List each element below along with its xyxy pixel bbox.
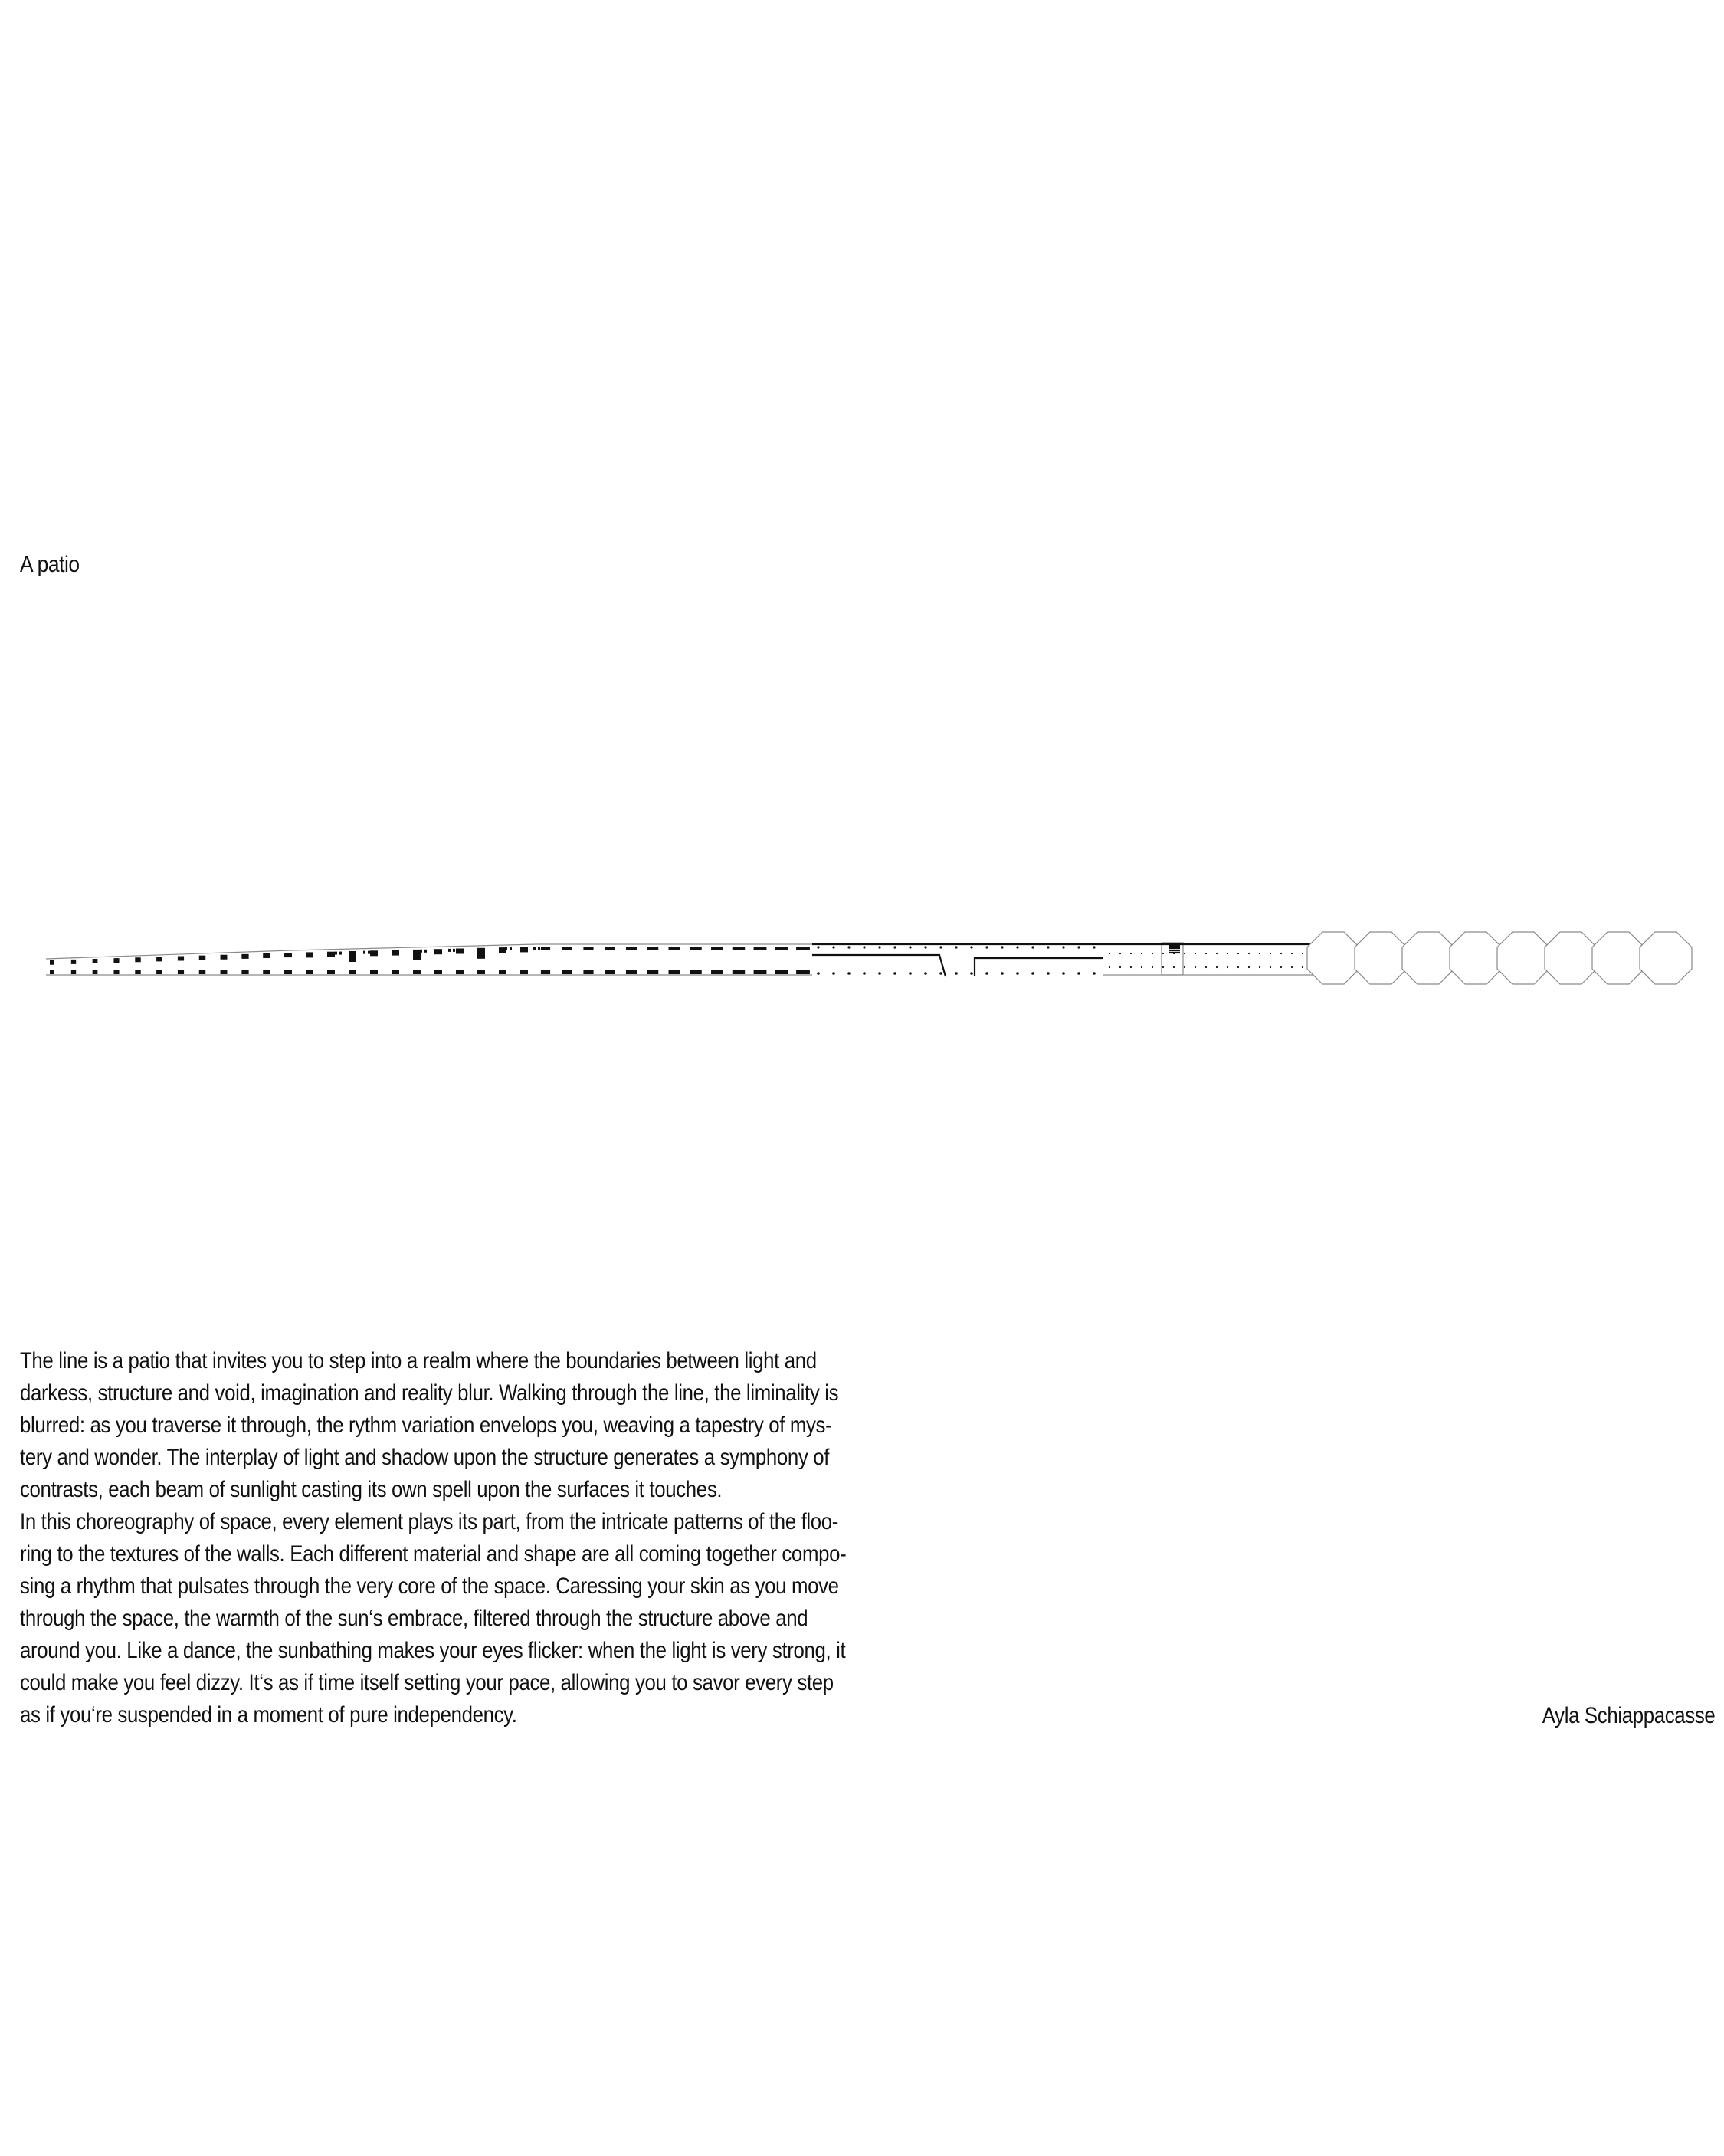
dot-mark [1184,953,1185,954]
column-mark [669,947,680,950]
dot-mark [893,946,896,948]
tick-mark [538,947,540,950]
dot-mark [924,946,926,948]
column-mark [690,947,701,950]
dot-mark [1119,953,1121,954]
octagon-pavilion [1640,932,1692,984]
column-mark [135,957,140,962]
dot-mark [847,946,850,948]
column-mark [520,970,528,974]
column-mark [135,970,140,974]
column-mark [156,957,162,961]
tick-mark [477,948,479,951]
patio-plan-drawing [0,912,1724,1012]
column-mark [626,970,637,974]
column-mark [413,970,421,974]
tick-mark [306,953,309,956]
dot-mark [1227,966,1228,968]
column-mark [711,970,723,974]
column-mark [327,952,335,957]
dot-mark [1195,966,1196,968]
dot-mark [1130,953,1132,954]
column-mark [583,947,593,950]
dot-mark [817,946,819,948]
tick-mark [533,947,536,950]
tick-mark [368,951,370,954]
octagon-pavilion [1592,932,1644,984]
dot-mark [1077,946,1080,948]
page-title: A patio [20,552,80,577]
dot-mark [909,946,911,948]
column-mark [50,960,54,965]
wall-segment [975,958,1103,976]
dot-mark [1047,972,1050,975]
column-mark [775,970,788,974]
dot-mark [1152,953,1153,954]
text-line: contrasts, each beam of sunlight casting its own spell upon the surfaces it touches. [20,1477,723,1502]
column-mark [199,970,206,974]
tick-mark [363,951,365,954]
dot-mark [1216,966,1218,968]
dot-mark [1205,966,1207,968]
dot-mark [1130,966,1132,968]
octagon-pavilion [1355,932,1407,984]
dot-mark [1001,946,1003,948]
text-line: tery and wonder. The interplay of light and shadow upon the structure generates a symphony of [20,1445,830,1470]
dot-mark [1047,946,1049,948]
octagon-pavilion [1545,932,1597,984]
column-mark [733,947,745,950]
tick-mark [392,950,394,953]
dot-mark [939,972,942,975]
author-name: Ayla Schiappacasse [1542,1703,1715,1728]
column-mark [477,970,485,974]
dot-mark [1280,966,1282,968]
column-mark [263,953,270,958]
dot-mark [1077,972,1080,975]
dot-mark [1227,953,1228,954]
dot-mark [1248,953,1250,954]
tick-mark [335,952,337,955]
dot-mark [1291,966,1293,968]
tick-mark [396,950,398,953]
column-mark [647,970,659,974]
dot-mark [1291,953,1293,954]
dot-mark [1031,946,1034,948]
tick-mark [453,949,455,952]
body-text [20,1345,857,1731]
column-mark [113,970,119,974]
dot-mark [1216,953,1218,954]
column-mark [605,947,615,950]
tick-mark [424,950,427,953]
dot-mark [863,972,866,975]
dot-mark [1141,966,1142,968]
dot-mark [1093,972,1096,975]
column-mark [434,970,442,974]
dot-mark [1109,966,1110,968]
dot-mark [1248,966,1250,968]
text-line: The line is a patio that invites you to step into a realm where the boundaries between light and [20,1348,817,1373]
column-mark [583,970,593,974]
column-mark [199,956,206,960]
dot-mark [1302,953,1303,954]
dot-mark [1031,972,1034,975]
column-mark [775,947,788,950]
dot-mark [955,946,957,948]
dot-mark [1152,966,1153,968]
column-mark [93,959,98,963]
column-mark [456,970,464,974]
column-mark [370,950,378,956]
column-mark [456,949,464,954]
column-mark [605,970,615,974]
text-line: around you. Like a dance, the sunbathing makes your eyes flicker: when the light is very strong, it [20,1638,846,1663]
dot-mark [1001,972,1004,975]
dot-mark [1280,953,1282,954]
plan-guide-lines [46,943,1318,975]
octagon-pavilion [1450,932,1502,984]
text-line: blurred: as you traverse it through, the rythm variation envelops you, weaving a tapestry of mys- [20,1413,832,1438]
tick-mark [510,947,512,950]
column-mark [71,970,76,974]
dot-mark [970,972,973,975]
tick-mark [311,953,313,956]
dot-mark [909,972,912,975]
text-line: darkess, structure and void, imagination and reality blur. Walking through the line, the liminality is [20,1380,839,1406]
column-mark [327,970,335,974]
column-mark [349,951,356,962]
dot-mark [1016,946,1018,948]
text-line: In this choreography of space, every element plays its part, from the intricate patterns of the floo- [20,1509,839,1534]
column-mark [221,970,228,974]
text-line: ring to the textures of the walls. Each different material and shape are all coming together compo- [20,1541,847,1567]
column-mark [284,953,292,957]
column-mark [541,970,550,974]
dot-mark [955,972,958,975]
octagon-pavilion [1307,932,1359,984]
plan-walls [812,944,1318,976]
column-mark [647,947,659,950]
column-mark [50,970,54,974]
dot-mark [1184,966,1185,968]
dot-mark [863,946,865,948]
column-mark [241,954,248,959]
dot-mark [939,946,942,948]
dot-mark [1062,946,1064,948]
octagon-pavilion [1402,932,1454,984]
column-mark [93,970,98,974]
column-mark [349,970,356,974]
column-mark [434,949,442,954]
text-line: through the space, the warmth of the sun‘s embrace, filtered through the structure above and [20,1606,808,1631]
column-mark [71,960,76,964]
dot-mark [1016,972,1019,975]
tick-mark [448,949,451,952]
column-mark [520,947,528,952]
dot-mark [878,946,880,948]
dot-mark [1195,953,1196,954]
dot-mark [985,972,988,975]
tick-mark [505,947,507,950]
dot-mark [1119,966,1121,968]
column-mark [178,957,184,961]
column-mark [221,955,228,960]
text-line: sing a rhythm that pulsates through the very core of the space. Caressing your skin as you move [20,1574,839,1599]
column-mark [284,970,292,974]
tick-mark [420,950,422,953]
dot-mark [1302,966,1303,968]
dot-mark [893,972,896,975]
column-mark [306,970,313,974]
column-mark [733,970,745,974]
column-mark [413,950,421,960]
dot-mark [1141,953,1142,954]
column-mark [499,970,506,974]
octagon-pavilion [1497,932,1549,984]
dot-mark [1062,972,1065,975]
dot-mark [1162,953,1164,954]
dot-mark [832,972,835,975]
dot-mark [970,946,972,948]
dot-mark [1093,946,1095,948]
text-line: could make you feel dizzy. It‘s as if time itself setting your pace, allowing you to savor every step [20,1670,834,1695]
dot-mark [985,946,988,948]
column-mark [241,970,248,974]
column-mark [669,970,680,974]
dot-mark [1237,966,1239,968]
text-line: as if you‘re suspended in a moment of pure independency. [20,1702,517,1728]
tick-mark [481,948,483,951]
column-mark [562,970,572,974]
dot-mark [924,972,927,975]
dot-mark [1205,953,1207,954]
column-mark [711,947,723,950]
dot-mark [847,972,851,975]
column-mark [178,970,184,974]
column-mark [541,947,550,950]
column-mark [796,970,810,974]
paragraph-1 [20,1345,857,1506]
dot-mark [1162,966,1164,968]
column-mark [626,947,637,950]
dot-mark [1173,966,1175,968]
dot-mark [1109,953,1110,954]
dot-mark [1237,953,1239,954]
paragraph-2 [20,1506,857,1731]
plan-octagon-pavilions [1307,932,1692,984]
dot-mark [1259,953,1260,954]
dot-mark [1270,953,1271,954]
dot-mark [832,946,834,948]
dot-mark [817,972,820,975]
column-mark [754,970,767,974]
top-guide-line [46,944,812,959]
column-mark [562,947,572,950]
column-mark [263,970,270,974]
column-mark [156,970,162,974]
column-mark [690,970,701,974]
tick-mark [339,952,342,955]
dot-mark [1259,966,1260,968]
dot-mark [1270,966,1271,968]
column-mark [113,958,119,963]
column-mark [754,947,767,950]
column-mark [796,947,810,950]
column-mark [392,970,399,974]
column-mark [370,970,378,974]
dot-mark [878,972,881,975]
